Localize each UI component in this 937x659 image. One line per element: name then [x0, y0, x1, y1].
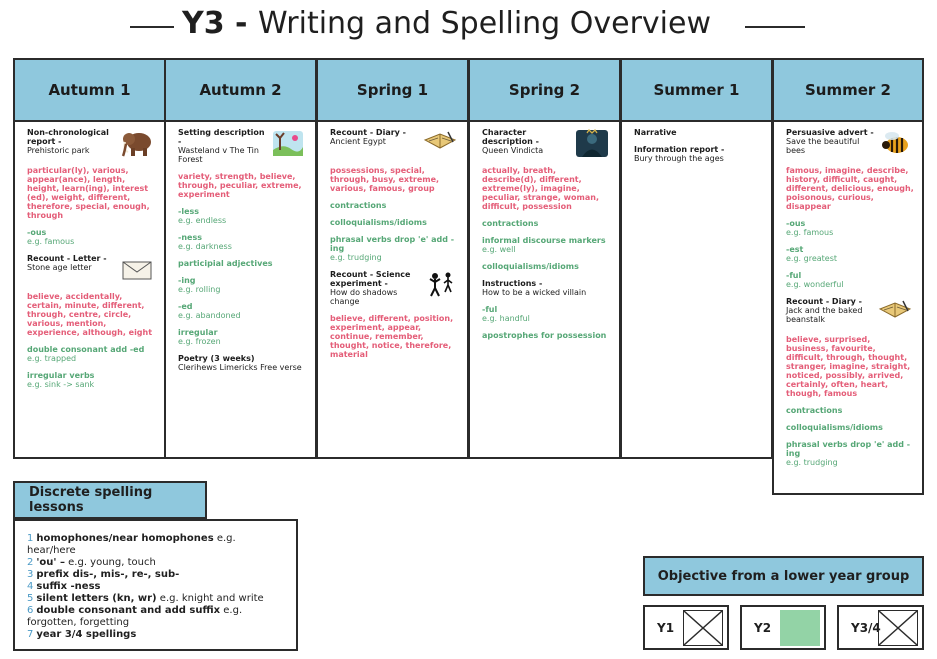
example-text: e.g. trudging — [786, 458, 838, 467]
grammar-point: informal discourse markers — [482, 236, 606, 245]
grammar-point: participial adjectives — [178, 259, 273, 268]
cross-icon — [878, 610, 918, 646]
genre-block — [330, 270, 459, 306]
spelling-word-list — [27, 166, 156, 220]
title-rule-right — [745, 26, 805, 28]
spelling-lesson-item — [27, 629, 286, 641]
term-column-summer-2 — [772, 58, 924, 495]
cross-icon — [683, 610, 723, 646]
example-text: e.g. rolling — [178, 285, 221, 294]
genre-block — [786, 297, 914, 327]
genre-subtitle: Queen Vindicta — [482, 146, 544, 155]
grammar-point: contractions — [482, 219, 539, 228]
grammar-focus — [330, 218, 459, 227]
grammar-point: phrasal verbs drop 'e' add -ing — [786, 440, 911, 458]
term-heading: Spring 2 — [470, 60, 619, 122]
title-row — [0, 0, 937, 50]
title-text: Writing and Spelling Overview — [257, 6, 711, 41]
grammar-point: contractions — [330, 201, 387, 210]
example-text: e.g. trudging — [330, 253, 382, 262]
spelling-word-list — [178, 172, 307, 199]
grammar-point: -ness — [178, 233, 202, 242]
spelling-word-list — [482, 166, 611, 211]
term-content — [15, 122, 164, 401]
lesson-focus: silent letters (kn, wr) — [36, 593, 157, 604]
objective-label: Objective from a lower year group — [643, 556, 924, 596]
genre-subtitle: Ancient Egypt — [330, 137, 386, 146]
genre-title: Information report - — [634, 145, 725, 154]
spelling-word-list — [786, 335, 914, 398]
lesson-focus: prefix dis-, mis-, re-, sub- — [36, 569, 180, 580]
spelling-words: variety, strength, believe, through, peculiar, extreme, experiment — [178, 172, 302, 199]
grammar-point: irregular verbs — [27, 371, 95, 380]
title-year: Y3 — [182, 6, 225, 41]
year-key-y1 — [643, 605, 729, 650]
term-content — [470, 122, 619, 352]
year-label: Y3/4 — [851, 620, 881, 635]
genre-title: Setting description - — [178, 128, 265, 146]
grammar-focus — [178, 207, 307, 225]
grammar-point: -ous — [786, 219, 806, 228]
grammar-point: -less — [178, 207, 200, 216]
example-text: e.g. frozen — [178, 337, 221, 346]
discrete-spelling-label: Discrete spelling lessons — [13, 481, 207, 519]
mammoth-icon — [120, 128, 154, 158]
lesson-number: 3 — [27, 569, 34, 580]
lesson-focus: suffix -ness — [36, 581, 101, 592]
grammar-focus — [786, 271, 914, 289]
grammar-point: double consonant add -ed — [27, 345, 145, 354]
example-text: e.g. endless — [178, 216, 227, 225]
grammar-focus — [178, 276, 307, 294]
genre-title: Recount - Diary - — [330, 128, 406, 137]
bee-icon — [878, 128, 912, 158]
year-key-y3-4 — [837, 605, 924, 650]
term-content — [166, 122, 315, 384]
grammar-point: -est — [786, 245, 804, 254]
grammar-point: colloquialisms/idioms — [482, 262, 579, 271]
genre-title: Persuasive advert - — [786, 128, 874, 137]
term-grid — [13, 58, 924, 467]
genre-title: Character description - — [482, 128, 539, 146]
genre-subtitle: Save the beautiful bees — [786, 137, 860, 155]
grammar-focus — [482, 236, 611, 254]
example-text: e.g. well — [482, 245, 516, 254]
example-text: e.g. trapped — [27, 354, 77, 363]
term-column-autumn-1 — [13, 58, 166, 459]
spelling-lesson-item — [27, 581, 286, 593]
grammar-focus — [482, 262, 611, 271]
page-title — [182, 6, 711, 41]
genre-title: Poetry (3 weeks) — [178, 354, 255, 363]
grammar-focus — [330, 201, 459, 210]
genre-block — [178, 354, 307, 372]
grammar-focus — [482, 305, 611, 323]
grammar-point: -ing — [178, 276, 196, 285]
genre-block — [786, 128, 914, 158]
genre-block — [634, 145, 763, 163]
spelling-word-list — [330, 314, 459, 359]
term-content — [774, 122, 922, 479]
lesson-focus: 'ou' – — [36, 557, 65, 568]
spelling-words: famous, imagine, describe, history, difficult, caught, different, delicious, enough, poisonous, curious, disappear — [786, 166, 914, 211]
lesson-example: e.g. hear/here — [27, 533, 236, 556]
grammar-focus — [786, 406, 914, 415]
grammar-focus — [178, 302, 307, 320]
genre-title: Instructions - — [482, 279, 543, 288]
grammar-focus — [786, 423, 914, 432]
example-text: e.g. handful — [482, 314, 530, 323]
grammar-focus — [178, 328, 307, 346]
genre-title: Recount - Science experiment - — [330, 270, 411, 288]
genre-subtitle: How to be a wicked villain — [482, 288, 587, 297]
grammar-focus — [330, 235, 459, 262]
example-text: e.g. abandoned — [178, 311, 241, 320]
spelling-words: particular(ly), various, appear(ance), length, height, learn(ing), interest (ed), weight, different, therefore, special, enough, through — [27, 166, 150, 220]
lesson-example: e.g. forgotten, forgetting — [27, 605, 243, 628]
example-text: e.g. wonderful — [786, 280, 844, 289]
grammar-focus — [786, 245, 914, 263]
lesson-number: 6 — [27, 605, 34, 616]
genre-subtitle: Jack and the baked beanstalk — [786, 306, 863, 324]
genre-subtitle: Wasteland v The Tin Forest — [178, 146, 259, 164]
lesson-focus: year 3/4 spellings — [36, 629, 137, 640]
term-heading: Summer 2 — [774, 60, 922, 122]
colour-swatch — [780, 610, 820, 646]
year-label: Y2 — [754, 620, 772, 635]
term-column-spring-2 — [468, 58, 621, 459]
grammar-point: contractions — [786, 406, 843, 415]
genre-title: Non-chronological report - — [27, 128, 109, 146]
example-text: e.g. greatest — [786, 254, 838, 263]
term-heading: Summer 1 — [622, 60, 771, 122]
lesson-example: e.g. knight and write — [156, 593, 264, 604]
spelling-lesson-item — [27, 605, 286, 629]
grammar-focus — [786, 440, 914, 467]
term-heading: Autumn 2 — [166, 60, 315, 122]
grammar-point: irregular — [178, 328, 218, 337]
grammar-point: apostrophes for possession — [482, 331, 607, 340]
spelling-lesson-item — [27, 569, 286, 581]
term-column-summer-1 — [620, 58, 773, 459]
diary-icon — [423, 128, 457, 158]
spelling-words: possessions, special, through, busy, extreme, various, famous, group — [330, 166, 440, 193]
grammar-point: colloquialisms/idioms — [786, 423, 883, 432]
genre-block — [178, 128, 307, 164]
spelling-words: believe, accidentally, certain, minute, different, through, centre, circle, various, mention, experience, although, eight — [27, 292, 153, 337]
grammar-focus — [178, 259, 307, 268]
term-content — [622, 122, 771, 175]
genre-subtitle: How do shadows change — [330, 288, 398, 306]
grammar-point: phrasal verbs drop 'e' add -ing — [330, 235, 455, 253]
genre-title: Recount - Diary - — [786, 297, 862, 306]
title-rule-left — [130, 26, 174, 28]
grammar-point: colloquialisms/idioms — [330, 218, 427, 227]
genre-block — [27, 254, 156, 284]
spelling-words: believe, surprised, business, favourite, difficult, through, thought, stranger, imagine, straight, noticed, possibly, arrived, certainly, often, heart, though, famous — [786, 335, 911, 398]
genre-subtitle: Stone age letter — [27, 263, 92, 272]
grammar-point: -ed — [178, 302, 193, 311]
discrete-spelling-list — [13, 519, 298, 651]
spelling-word-list — [786, 166, 914, 211]
term-heading: Spring 1 — [318, 60, 467, 122]
example-text: e.g. famous — [786, 228, 834, 237]
genre-block — [482, 279, 611, 297]
shadow-puppets-icon — [423, 270, 457, 300]
spelling-lesson-item — [27, 593, 286, 605]
spelling-lesson-item — [27, 533, 286, 557]
year-label: Y1 — [657, 620, 675, 635]
lesson-focus: double consonant and add suffix — [36, 605, 221, 616]
term-heading: Autumn 1 — [15, 60, 164, 122]
grammar-focus — [178, 233, 307, 251]
lesson-focus: homophones/near homophones — [36, 533, 214, 544]
genre-block — [27, 128, 156, 158]
term-column-spring-1 — [316, 58, 469, 459]
grammar-point: -ful — [786, 271, 802, 280]
genre-block — [330, 128, 459, 158]
term-column-autumn-2 — [164, 58, 317, 459]
grammar-focus — [482, 219, 611, 228]
genre-subtitle: Prehistoric park — [27, 146, 90, 155]
diary-icon — [878, 297, 912, 327]
spelling-word-list — [330, 166, 459, 193]
genre-block — [634, 128, 763, 137]
grammar-focus — [482, 331, 611, 340]
grammar-focus — [27, 345, 156, 363]
genre-title: Recount - Letter - — [27, 254, 107, 263]
spelling-word-list — [27, 292, 156, 337]
term-content — [318, 122, 467, 371]
example-text: e.g. darkness — [178, 242, 232, 251]
grammar-focus — [27, 228, 156, 246]
lesson-number: 4 — [27, 581, 34, 592]
queen-icon — [575, 128, 609, 158]
grammar-point: -ous — [27, 228, 47, 237]
landscape-icon — [271, 128, 305, 158]
spelling-words: believe, different, position, experiment, appear, continue, remember, thought, notice, therefore, material — [330, 314, 454, 359]
lesson-number: 2 — [27, 557, 34, 568]
lesson-number: 5 — [27, 593, 34, 604]
spelling-words: actually, breath, describe(d), different, extreme(ly), imagine, peculiar, strange, woman, difficult, possession — [482, 166, 600, 211]
lesson-number: 1 — [27, 533, 34, 544]
title-separator: - — [224, 6, 258, 41]
grammar-focus — [27, 371, 156, 389]
grammar-focus — [786, 219, 914, 237]
genre-subtitle: Bury through the ages — [634, 154, 724, 163]
year-key-y2 — [740, 605, 826, 650]
lesson-example: e.g. young, touch — [64, 557, 156, 568]
genre-block — [482, 128, 611, 158]
spelling-lesson-item — [27, 557, 286, 569]
lesson-number: 7 — [27, 629, 34, 640]
envelope-icon — [120, 254, 154, 284]
genre-title: Narrative — [634, 128, 677, 137]
genre-subtitle: Clerihews Limericks Free verse — [178, 363, 302, 372]
grammar-point: -ful — [482, 305, 498, 314]
example-text: e.g. famous — [27, 237, 75, 246]
example-text: e.g. sink -> sank — [27, 380, 95, 389]
